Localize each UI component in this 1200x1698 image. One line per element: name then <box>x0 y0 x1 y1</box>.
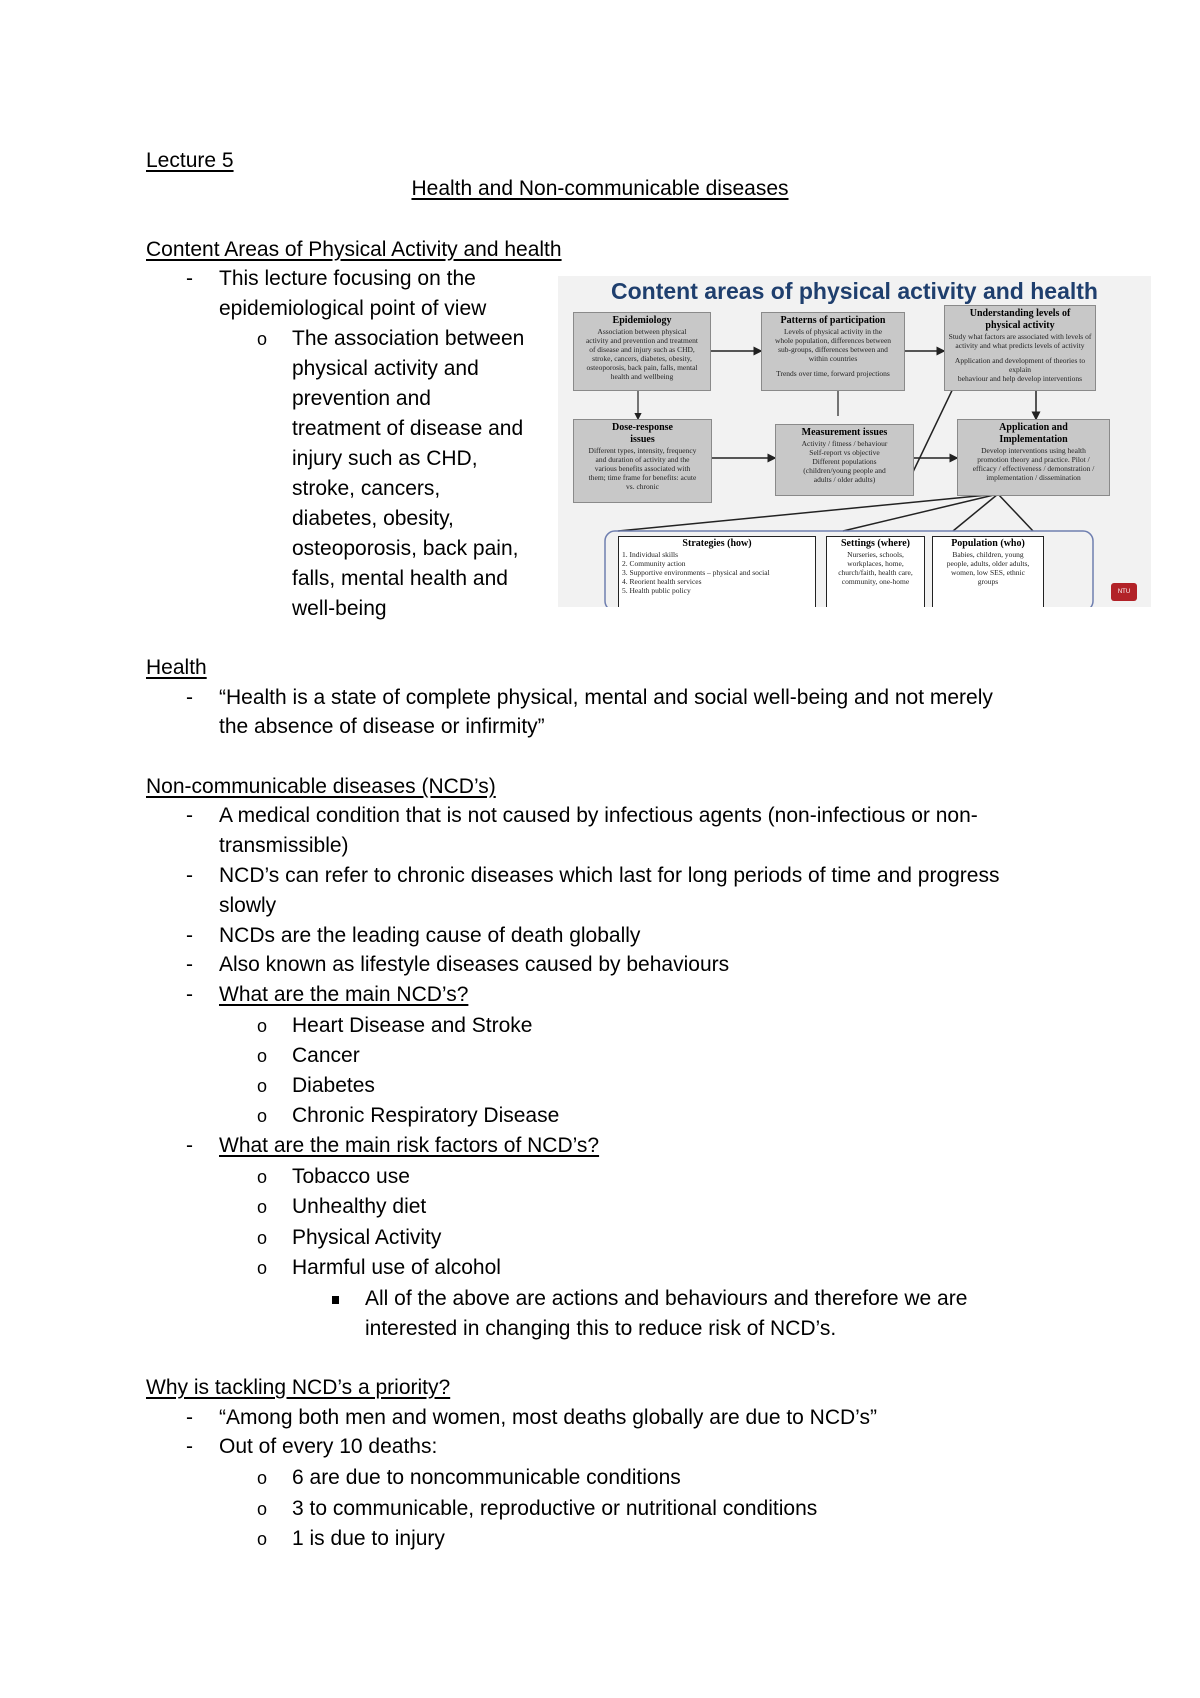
dash-bullet: - <box>186 864 193 887</box>
box-line: promotion theory and practice. Pilot / <box>977 455 1090 464</box>
epidemiology-box <box>573 312 711 391</box>
circle-bullet: o <box>257 1106 268 1126</box>
bullet-line: This lecture focusing on the <box>219 267 476 290</box>
priority-bullet: “Among both men and women, most deaths globally are due to NCD’s” <box>219 1406 877 1429</box>
sub-line: diabetes, obesity, <box>292 507 454 530</box>
section-heading-health: Health <box>146 656 207 679</box>
box-line: whole population, differences between <box>774 336 892 345</box>
sub-line: osteoporosis, back pain, <box>292 537 519 560</box>
box-line: groups <box>977 577 999 586</box>
section-heading-content-areas: Content Areas of Physical Activity and health <box>146 238 562 261</box>
understanding-box <box>944 305 1096 391</box>
box-line: women, low SES, ethnic <box>951 568 1025 577</box>
slide-title: Content areas of physical activity and health <box>611 278 1098 304</box>
sub-line: stroke, cancers, <box>292 477 441 500</box>
ncd-list-item: Heart Disease and Stroke <box>292 1014 533 1037</box>
population-title: Population (who) <box>951 538 1025 549</box>
risk-factor-item: Unhealthy diet <box>292 1195 427 1218</box>
box-line: implementation / dissemination <box>986 473 1081 482</box>
strategy-item: 3. Supportive environments – physical and social <box>622 568 770 577</box>
box-line: community, one-home <box>841 577 910 586</box>
application-title: Application and Implementation <box>999 422 1068 445</box>
sub-line: prevention and <box>292 387 431 410</box>
box-line: vs. chronic <box>626 482 659 491</box>
circle-bullet: o <box>257 1468 268 1488</box>
circle-bullet: o <box>257 1167 268 1187</box>
health-quote-line: “Health is a state of complete physical, mental and social well-being and not merely <box>219 686 993 709</box>
dash-bullet: - <box>186 686 193 709</box>
health-quote-line: the absence of disease or infirmity” <box>219 715 545 738</box>
patterns-box <box>761 312 905 391</box>
strategies-box <box>618 536 816 607</box>
box-line: Levels of physical activity in the <box>783 327 883 336</box>
ncd-bullet-line: Also known as lifestyle diseases caused by behaviours <box>219 953 730 976</box>
sub-line: treatment of disease and <box>292 417 524 440</box>
dash-bullet: - <box>186 1406 193 1429</box>
risk-factor-item: Harmful use of alcohol <box>292 1256 501 1279</box>
note-line: interested in changing this to reduce risk of NCD’s. <box>365 1317 837 1340</box>
circle-bullet: o <box>257 1197 268 1217</box>
dose-title: Dose-response issues <box>612 422 673 445</box>
box-line: church/faith, health care, <box>838 568 913 577</box>
patterns-title: Patterns of participation <box>780 315 886 326</box>
box-line: stroke, cancers, diabetes, obesity, <box>592 354 692 363</box>
box-line: activity and what predicts levels of activity <box>955 341 1085 350</box>
question-risk-factors: What are the main risk factors of NCD’s? <box>219 1134 600 1157</box>
ncd-list-item: Cancer <box>292 1044 360 1067</box>
box-line: them; time frame for benefits: acute <box>588 473 697 482</box>
box-line: Develop interventions using health <box>981 446 1086 455</box>
risk-factor-item: Tobacco use <box>292 1165 410 1188</box>
dash-bullet: - <box>186 983 193 1006</box>
box-line: efficacy / effectiveness / demonstration / <box>972 464 1095 473</box>
settings-title: Settings (where) <box>841 538 910 549</box>
priority-bullet: Out of every 10 deaths: <box>219 1435 438 1458</box>
lecture-label: Lecture 5 <box>146 149 234 172</box>
section-heading-priority: Why is tackling NCD’s a priority? <box>146 1376 451 1399</box>
sub-line: injury such as CHD, <box>292 447 478 470</box>
page-title: Health and Non-communicable diseases <box>411 177 789 200</box>
measurement-box <box>775 424 914 496</box>
circle-bullet: o <box>257 1228 268 1248</box>
measurement-title: Measurement issues <box>801 427 888 438</box>
box-line: Activity / fitness / behaviour <box>801 439 888 448</box>
box-line: Different populations <box>812 457 877 466</box>
box-line: people, adults, older adults, <box>946 559 1030 568</box>
strategy-item: 1. Individual skills <box>622 550 679 559</box>
dash-bullet: - <box>186 1435 193 1458</box>
box-line: activity and prevention and treatment <box>585 336 699 345</box>
risk-factor-item: Physical Activity <box>292 1226 442 1249</box>
strategy-item: 5. Health public policy <box>622 586 691 595</box>
death-breakdown-item: 3 to communicable, reproductive or nutritional conditions <box>292 1497 818 1520</box>
box-line: Study what factors are associated with levels of <box>948 332 1092 341</box>
square-bullet-icon <box>332 1296 339 1304</box>
ncd-bullet-line: NCDs are the leading cause of death globally <box>219 924 641 947</box>
box-line: workplaces, home, <box>847 559 904 568</box>
circle-bullet: o <box>257 1499 268 1519</box>
ncd-bullet-line: transmissible) <box>219 834 349 857</box>
death-breakdown-item: 6 are due to noncommunicable conditions <box>292 1466 681 1489</box>
box-line: sub-groups, differences between and <box>778 345 888 354</box>
dash-bullet: - <box>186 953 193 976</box>
dash-bullet: - <box>186 924 193 947</box>
university-logo: NTU <box>1111 583 1137 601</box>
sub-line: physical activity and <box>292 357 479 380</box>
question-main-ncds: What are the main NCD’s? <box>219 983 469 1006</box>
circle-bullet: o <box>257 1529 268 1549</box>
ncd-list-item: Chronic Respiratory Disease <box>292 1104 560 1127</box>
circle-bullet: o <box>257 1076 268 1096</box>
circle-bullet: o <box>257 1258 268 1278</box>
circle-bullet: o <box>257 1016 268 1036</box>
circle-bullet: o <box>257 1046 268 1066</box>
note-line: All of the above are actions and behaviours and therefore we are <box>365 1287 968 1310</box>
box-line: various benefits associated with <box>594 464 691 473</box>
dose-response-box <box>573 419 712 503</box>
box-line: Application and development of theories to explain <box>954 356 1086 374</box>
box-line: Association between physical <box>597 327 687 336</box>
box-line: osteoporosis, back pain, falls, mental <box>586 363 698 372</box>
dash-bullet: - <box>186 267 193 290</box>
circle-bullet: o <box>257 329 268 349</box>
box-line: (children/young people and <box>803 466 886 475</box>
section-heading-ncd: Non-communicable diseases (NCD’s) <box>146 775 496 798</box>
ncd-bullet-line: NCD’s can refer to chronic diseases which last for long periods of time and progress <box>219 864 1000 887</box>
strategy-item: 4. Reorient health services <box>622 577 702 586</box>
box-line: and duration of activity and the <box>595 455 690 464</box>
box-line: of disease and injury such as CHD, <box>589 345 695 354</box>
ncd-bullet-line: slowly <box>219 894 277 917</box>
sub-line: well-being <box>292 597 387 620</box>
dash-bullet: - <box>186 804 193 827</box>
box-line: behaviour and help develop interventions <box>957 374 1083 383</box>
box-line: Babies, children, young <box>952 550 1024 559</box>
strategies-title: Strategies (how) <box>682 538 752 549</box>
box-line: Self-report vs objective <box>809 448 880 457</box>
box-line: Trends over time, forward projections <box>776 369 890 378</box>
application-box <box>957 419 1110 496</box>
understanding-title: Understanding levels of physical activity <box>969 308 1071 331</box>
ncd-bullet-line: A medical condition that is not caused by infectious agents (non-infectious or non- <box>219 804 978 827</box>
content-areas-slide <box>558 276 1151 607</box>
dash-bullet: - <box>186 1134 193 1157</box>
settings-box <box>826 536 925 607</box>
box-line: adults / older adults) <box>813 475 876 484</box>
epidemiology-title: Epidemiology <box>612 315 672 326</box>
box-line: Nurseries, schools, <box>847 550 904 559</box>
box-line: health and wellbeing <box>610 372 674 381</box>
death-breakdown-item: 1 is due to injury <box>292 1527 445 1550</box>
bullet-line: epidemiological point of view <box>219 297 487 320</box>
box-line: within countries <box>808 354 858 363</box>
ncd-list-item: Diabetes <box>292 1074 375 1097</box>
population-box <box>932 536 1044 607</box>
strategy-item: 2. Community action <box>622 559 686 568</box>
sub-line: The association between <box>292 327 525 350</box>
box-line: Different types, intensity, frequency <box>588 446 697 455</box>
sub-line: falls, mental health and <box>292 567 508 590</box>
